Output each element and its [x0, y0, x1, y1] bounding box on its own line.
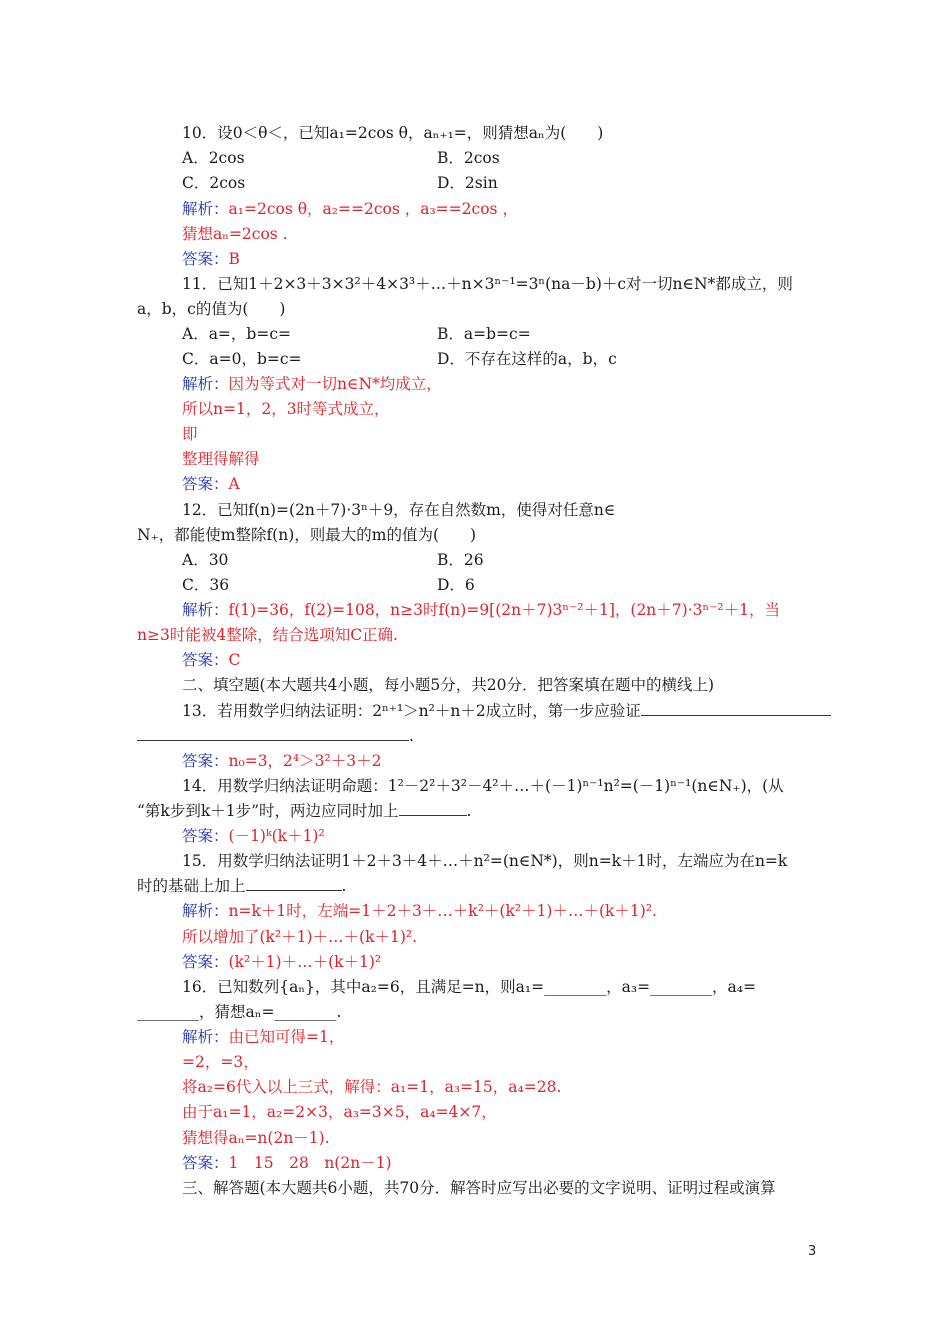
q11-answer: 答案：A: [182, 475, 240, 493]
q11-stem-cont: a，b，c的值为( ): [137, 300, 286, 318]
q14-answer: 答案：(－1)ᵏ(k＋1)²: [182, 827, 325, 845]
q10-option-a: A．2cos: [182, 149, 245, 167]
q10-option-d: D．2sin: [437, 174, 498, 192]
q16-stem: 16．已知数列{aₙ}，其中a₂=6，且满足=n，则a₁=________，a₃=________，a₄=: [182, 978, 756, 996]
answer-blank: [399, 801, 467, 816]
q14-stem: 14．用数学归纳法证明命题：1²－2²＋3²－4²＋…＋(－1)ⁿ⁻¹n²=(－1)ⁿ⁻¹(n∈N₊)，(从: [182, 777, 784, 795]
q11-option-b: B．a=b=c=: [437, 325, 531, 343]
q12-stem: 12．已知f(n)=(2n＋7)·3ⁿ＋9，存在自然数m，使得对任意n∈: [182, 501, 616, 519]
q15-analysis: 解析：n=k＋1时，左端=1＋2＋3＋…＋k²＋(k²＋1)＋…＋(k＋1)².: [182, 902, 657, 920]
q16-analysis: 解析：由已知可得=1，: [182, 1028, 345, 1046]
q12-analysis-line: n≥3时能被4整除，结合选项知C正确.: [137, 626, 398, 644]
q10-option-c: C．2cos: [182, 174, 246, 192]
q16-stem-cont: ________，猜想aₙ=________.: [137, 1003, 342, 1021]
q16-analysis-line: 猜想得aₙ=n(2n－1).: [182, 1129, 330, 1147]
q12-analysis: 解析：f(1)=36，f(2)=108，n≥3时f(n)=9[(2n＋7)3ⁿ⁻²＋1]，(2n＋7)·3ⁿ⁻²＋1，当: [182, 601, 780, 619]
answer-blank: [246, 876, 342, 891]
answer-blank: [137, 726, 409, 741]
section-3-heading: 三、解答题(本大题共6小题，共70分．解答时应写出必要的文字说明、证明过程或演算: [182, 1179, 776, 1197]
q12-answer: 答案：C: [182, 651, 241, 669]
q16-answer: 答案：1 15 28 n(2n－1): [182, 1154, 392, 1172]
q16-analysis-line: =2，=3，: [182, 1053, 259, 1071]
q10-option-b: B．2cos: [437, 149, 500, 167]
q12-option-c: C．36: [182, 576, 230, 594]
q12-option-d: D．6: [437, 576, 475, 594]
q11-analysis-line: 所以n=1，2，3时等式成立，: [182, 400, 390, 418]
q13-stem: 13．若用数学归纳法证明：2ⁿ⁺¹＞n²＋n＋2成立时，第一步应验证: [182, 700, 831, 722]
q15-stem-cont: 时的基础上加上 .: [137, 877, 347, 895]
q13-answer: 答案：n₀=3，2⁴＞3²＋3＋2: [182, 752, 382, 770]
q15-answer: 答案：(k²＋1)＋…＋(k＋1)²: [182, 953, 382, 971]
q11-analysis-line: 整理得解得: [182, 450, 260, 468]
q11-analysis-line: 即: [182, 425, 198, 443]
q12-stem-cont: N₊，都能使m整除f(n)，则最大的m的值为( ): [137, 526, 477, 544]
q11-stem: 11．已知1＋2×3＋3×3²＋4×3³＋…＋n×3ⁿ⁻¹=3ⁿ(na－b)＋c对一切n∈N*都成立，则: [182, 275, 793, 293]
q16-analysis-line: 将a₂=6代入以上三式，解得：a₁=1，a₃=15，a₄=28.: [182, 1078, 562, 1096]
q10-analysis-line: 猜想aₙ=2cos .: [182, 225, 288, 243]
q12-option-b: B．26: [437, 551, 484, 569]
q16-analysis-line: 由于a₁=1，a₂=2×3，a₃=3×5，a₄=4×7，: [182, 1103, 497, 1121]
q11-analysis: 解析：因为等式对一切n∈N*均成立，: [182, 375, 442, 393]
q13-stem-cont: .: [137, 725, 414, 747]
q10-answer: 答案：B: [182, 250, 240, 268]
q11-option-c: C．a=0，b=c=: [182, 350, 302, 368]
q10-analysis: 解析：a₁=2cos θ，a₂==2cos ，a₃==2cos ，: [182, 200, 518, 218]
q15-stem: 15．用数学归纳法证明1＋2＋3＋4＋…＋n²=(n∈N*)，则n=k＋1时，左端应为在n=k: [182, 852, 788, 870]
q15-analysis-line: 所以增加了(k²＋1)＋…＋(k＋1)².: [182, 928, 418, 946]
page-number: 3: [808, 1244, 817, 1259]
q12-option-a: A．30: [182, 551, 229, 569]
section-2-heading: 二、填空题(本大题共4小题，每小题5分，共20分．把答案填在题中的横线上): [182, 676, 715, 694]
answer-blank: [641, 701, 831, 716]
q10-stem: 10．设0＜θ＜，已知a₁=2cos θ，aₙ₊₁=，则猜想aₙ为( ): [182, 124, 604, 142]
q11-option-a: A．a=，b=c=: [182, 325, 291, 343]
q14-stem-cont: “第k步到k＋1步”时，两边应同时加上 .: [137, 802, 472, 820]
q11-option-d: D．不存在这样的a，b，c: [437, 350, 617, 368]
